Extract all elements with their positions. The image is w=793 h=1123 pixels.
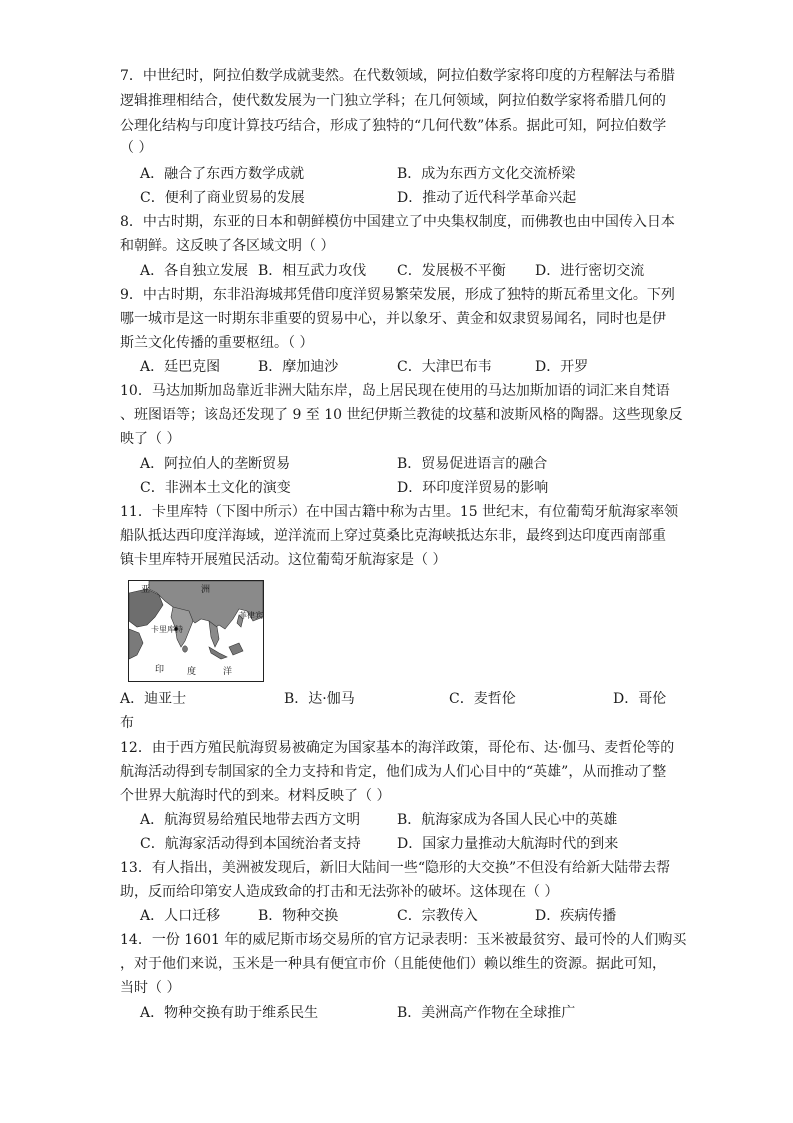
q11-option-d[interactable]: D．哥伦 — [613, 691, 667, 707]
map-label-ocean-1: 印 — [155, 665, 165, 675]
q7-line-4: （ ） — [120, 140, 153, 156]
q9-line-1: 9．中古时期，东非沿海城邦凭借印度洋贸易繁荣发展，形成了独特的斯瓦希里文化。下列 — [120, 287, 675, 303]
q11-option-c[interactable]: C．麦哲伦 — [449, 691, 516, 707]
q11-line-1: 11．卡里库特（下图中所示）在中国古籍中称为古里。15 世纪末，有位葡萄牙航海家率领 — [120, 504, 679, 520]
q7-line-3: 公理化结构与印度计算技巧结合，形成了独特的“几何代数”体系。据此可知，阿拉伯数学 — [120, 118, 667, 134]
q8-option-c[interactable]: C．发展极不平衡 — [397, 263, 506, 279]
q14-option-a[interactable]: A．物种交换有助于维系民生 — [140, 1005, 319, 1021]
map-label-ocean-2: 度 — [187, 667, 197, 677]
q12-line-1: 12．由于西方殖民航海贸易被确定为国家基本的海洋政策，哥伦布、达·伽马、麦哲伦等的 — [120, 740, 675, 756]
q7-option-c[interactable]: C．便利了商业贸易的发展 — [140, 190, 305, 206]
q10-option-d[interactable]: D．环印度洋贸易的影响 — [397, 480, 549, 496]
q8-option-d[interactable]: D．进行密切交流 — [535, 263, 645, 279]
calicut-map — [128, 580, 264, 682]
q7-line-1: 7．中世纪时，阿拉伯数学成就斐然。在代数领域，阿拉伯数学家将印度的方程解法与希腊 — [120, 68, 675, 84]
q13-option-d[interactable]: D．疾病传播 — [535, 908, 617, 924]
q9-option-a[interactable]: A．廷巴克图 — [140, 359, 221, 375]
q13-option-c[interactable]: C．宗教传入 — [397, 908, 478, 924]
q14-line-2: ，对于他们来说，玉米是一种具有便宜市价（且能使他们）赖以维生的资源。据此可知， — [120, 956, 666, 972]
q12-line-2: 航海活动得到专制国家的全力支持和肯定，他们成为人们心目中的“英雄”，从而推动了整 — [120, 764, 667, 780]
q11-option-b[interactable]: B．达·伽马 — [284, 691, 355, 707]
map-label-calicut: 卡里库特 — [151, 625, 183, 634]
q10-line-2: 、班图语等；该岛还发现了 9 至 10 世纪伊斯兰教徒的坟墓和波斯风格的陶器。这些现象反 — [120, 407, 683, 423]
q10-line-3: 映了（ ） — [120, 431, 181, 447]
q7-option-a[interactable]: A．融合了东西方数学成就 — [140, 166, 305, 182]
map-label-ocean-3: 洋 — [223, 667, 233, 677]
q7-option-b[interactable]: B．成为东西方文化交流桥梁 — [397, 166, 576, 182]
q8-line-2: 和朝鲜。这反映了各区域文明（ ） — [120, 238, 335, 254]
q14-line-3: 当时（ ） — [120, 980, 181, 996]
q10-line-1: 10．马达加斯加岛靠近非洲大陆东岸，岛上居民现在使用的马达加斯加语的词汇来自梵语 — [120, 383, 670, 399]
q14-line-1: 14．一份 1601 年的威尼斯市场交易所的官方记录表明：玉米被最贫穷、最可怜的人们购买 — [120, 932, 687, 948]
q8-line-1: 8．中古时期，东亚的日本和朝鲜模仿中国建立了中央集权制度，而佛教也由中国传入日本 — [120, 214, 675, 230]
q9-option-b[interactable]: B．摩加迪沙 — [258, 359, 339, 375]
q13-option-a[interactable]: A．人口迁移 — [140, 908, 221, 924]
q7-line-2: 逻辑推理相结合，使代数发展为一门独立学科；在几何领域，阿拉伯数学家将希腊几何的 — [120, 93, 666, 109]
q12-option-d[interactable]: D．国家力量推动大航海时代的到来 — [397, 836, 619, 852]
q12-option-b[interactable]: B．航海家成为各国人民心中的英雄 — [397, 812, 618, 828]
q13-line-2: 助，反而给印第安人造成致命的打击和无法弥补的破坏。这体现在（ ） — [120, 884, 559, 900]
q8-option-b[interactable]: B．相互武力攻伐 — [258, 263, 367, 279]
q13-option-b[interactable]: B．物种交换 — [258, 908, 339, 924]
q12-line-3: 个世界大航海时代的到来。材料反映了（ ） — [120, 788, 391, 804]
q10-option-a[interactable]: A．阿拉伯人的垄断贸易 — [140, 456, 291, 472]
q13-line-1: 13．有人指出，美洲被发现后，新旧大陆间一些“隐形的大交换”不但没有给新大陆带去帮 — [120, 860, 671, 876]
q9-option-d[interactable]: D．开罗 — [535, 359, 589, 375]
q14-option-b[interactable]: B．美洲高产作物在全球推广 — [397, 1005, 576, 1021]
q7-option-d[interactable]: D．推动了近代科学革命兴起 — [397, 190, 577, 206]
q8-option-a[interactable]: A．各自独立发展 — [140, 263, 249, 279]
q9-line-2: 哪一城市是这一时期东非重要的贸易中心，并以象牙、黄金和奴隶贸易闻名，同时也是伊 — [120, 311, 666, 327]
map-drawing — [129, 581, 263, 681]
q11-option-a[interactable]: A．迪亚士 — [120, 691, 187, 707]
q11-line-3: 镇卡里库特开展殖民活动。这位葡萄牙航海家是（ ） — [120, 552, 447, 568]
map-label-philippines: 菲律宾 — [239, 611, 263, 620]
map-label-asia-2: 洲 — [201, 585, 211, 595]
q11-line-2: 船队抵达西印度洋海域，逆洋流而上穿过莫桑比克海峡抵达东非，最终到达印度西南部重 — [120, 528, 666, 544]
q10-option-b[interactable]: B．贸易促进语言的融合 — [397, 456, 548, 472]
q9-line-3: 斯兰文化传播的重要枢纽。（ ） — [120, 335, 314, 351]
map-label-asia-1: 亚 — [141, 585, 151, 595]
q9-option-c[interactable]: C．大津巴布韦 — [397, 359, 492, 375]
q12-option-c[interactable]: C．航海家活动得到本国统治者支持 — [140, 836, 361, 852]
q11-option-d-wrap: 布 — [120, 715, 134, 731]
q10-option-c[interactable]: C．非洲本土文化的演变 — [140, 480, 291, 496]
q12-option-a[interactable]: A．航海贸易给殖民地带去西方文明 — [140, 812, 361, 828]
